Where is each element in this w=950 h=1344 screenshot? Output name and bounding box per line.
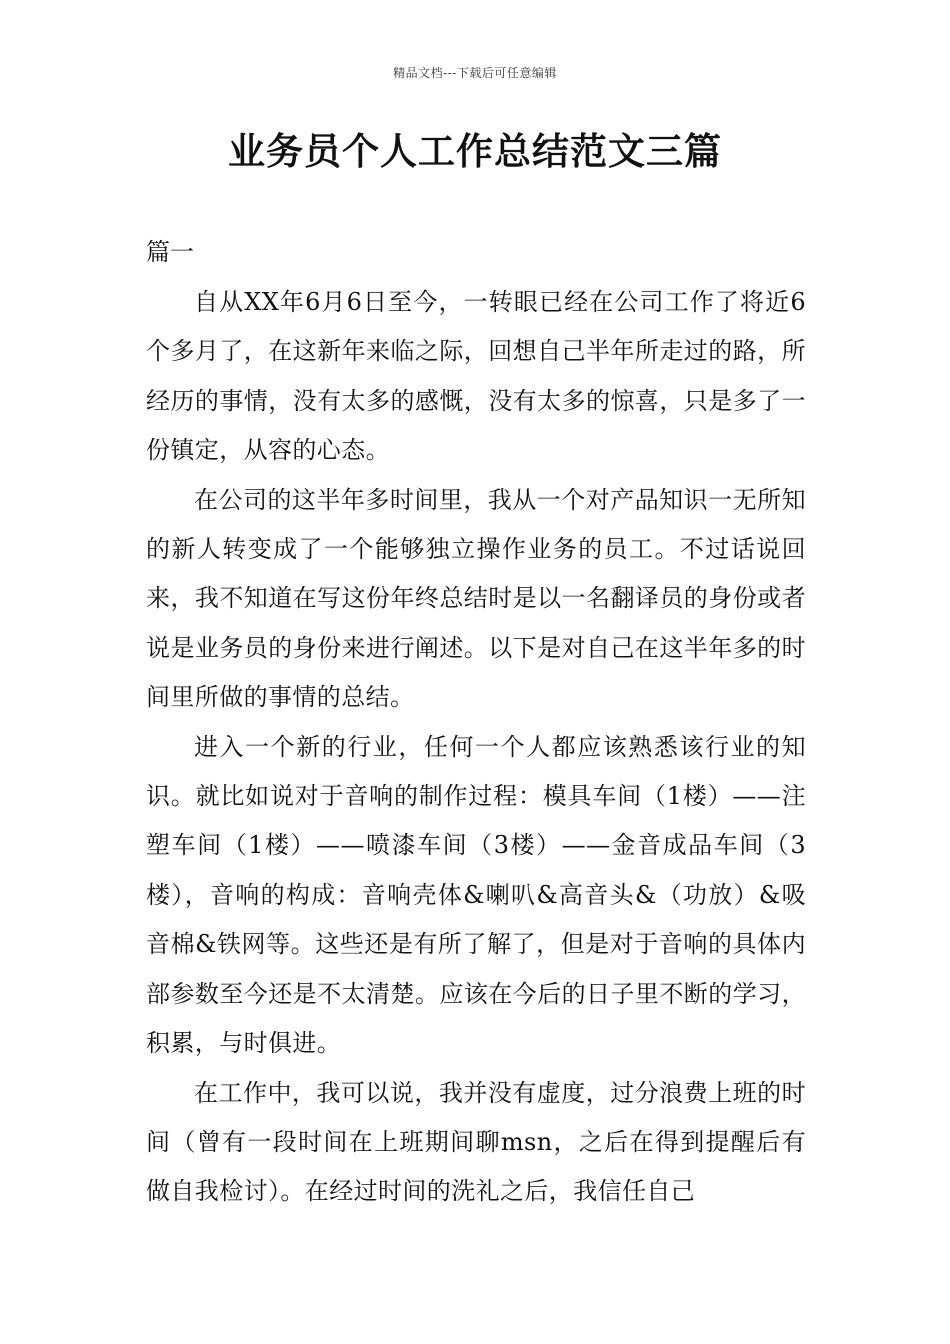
paragraph: 自从XX年6月6日至今，一转眼已经在公司工作了将近6个多月了，在这新年来临之际，回想自己半年所走过的路，所经历的事情，没有太多的感慨，没有太多的惊喜，只是多了一份镇定，从容的心态。 <box>146 288 806 465</box>
paragraph: 在工作中，我可以说，我并没有虚度，过分浪费上班的时间（曾有一段时间在上班期间聊msn，之后在得到提醒后有做自我检讨）。在经过时间的洗礼之后，我信任自己 <box>146 1078 806 1206</box>
document-body <box>146 278 806 1217</box>
document-title: 业务员个人工作总结范文三篇 <box>228 130 722 173</box>
section-label: 篇一 <box>146 238 194 266</box>
paragraph: 在公司的这半年多时间里，我从一个对产品知识一无所知的新人转变成了一个能够独立操作业务的员工。不过话说回来，我不知道在写这份年终总结时是以一名翻译员的身份或者说是业务员的身份来进行阐述。以下是对自己在这半年多的时间里所做的事情的总结。 <box>146 485 806 712</box>
paragraph: 进入一个新的行业，任何一个人都应该熟悉该行业的知识。就比如说对于音响的制作过程：模具车间（1楼）——注塑车间（1楼）——喷漆车间（3楼）——金音成品车间（3楼），音响的构成：音响壳体&喇叭&高音头&（功放）&吸音棉&铁网等。这些还是有所了解了，但是对于音响的具体内部参数至今还是不太清楚。应该在今后的日子里不断的学习，积累，与时俱进。 <box>146 732 806 1058</box>
header-note: 精品文档---下载后可任意编辑 <box>393 66 557 80</box>
